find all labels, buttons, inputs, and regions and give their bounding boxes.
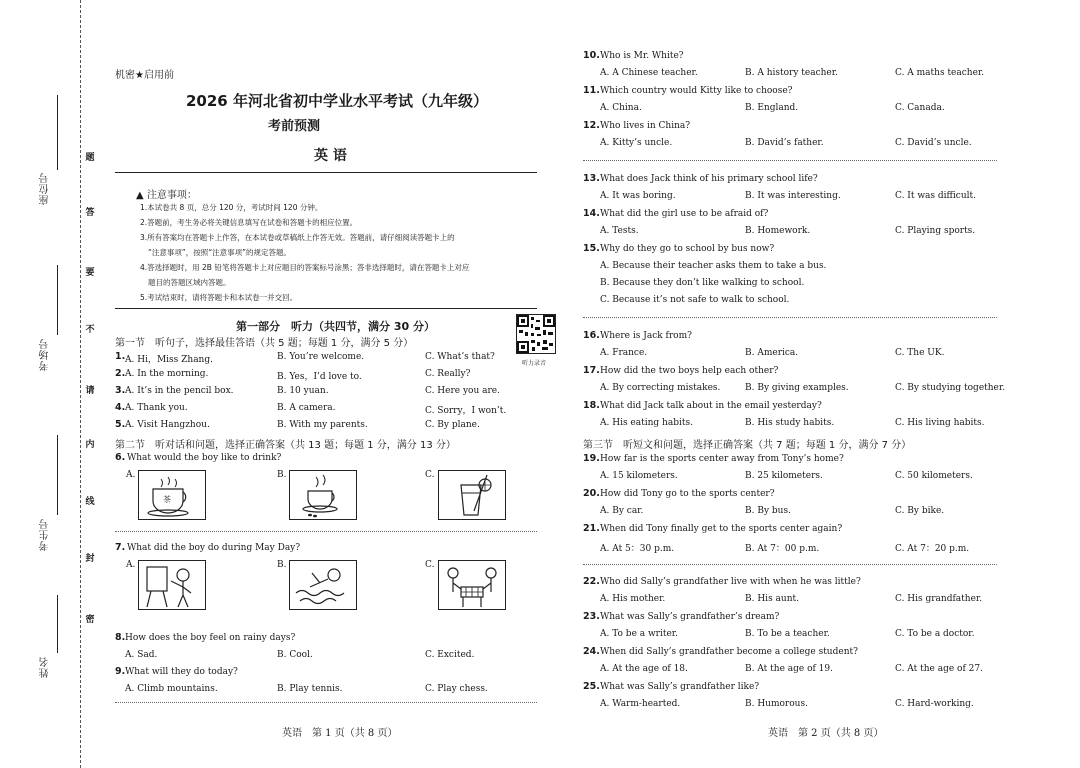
option-c: C. 50 kilometers. [895,471,973,481]
question-number: 16. [583,330,600,341]
divider [115,531,537,532]
option-b: B. By bus. [745,506,791,516]
question-number: 23. [583,611,600,622]
notice-item: 5.考试结束时，请将答题卡和本试卷一并交回。 [140,293,298,302]
coffee-cup-icon [290,471,356,519]
option-b: B. 10 yuan. [277,386,329,396]
question-number: 15. [583,243,600,254]
notice-item: “注意事项”，按照“注意事项”的规定答题。 [148,248,292,257]
question-number: 8. [115,632,126,643]
option-c: C. Excited. [425,650,475,660]
option-c: C. To be a doctor. [895,629,975,639]
easel-painting-icon [139,561,205,609]
question-text: When did Tony finally get to the sports center again? [600,524,843,534]
option-b: B. At the age of 19. [745,664,833,674]
exam-room-line [57,265,58,335]
option-c: C. Because it’s not safe to walk to school. [600,295,790,305]
option-c: C. David’s uncle. [895,138,972,148]
question-text: Why do they go to school by bus now? [600,244,775,254]
option-a: A. Visit Hangzhou. [125,420,210,430]
option-a: A. Climb mountains. [125,684,218,694]
picture-label: A. [126,560,136,570]
question-text: What did Jack talk about in the email yesterday? [600,401,822,411]
option-a: A. At the age of 18. [600,664,688,674]
option-a: A. France. [600,348,648,358]
juice-glass-icon [439,471,505,519]
question-number: 20. [583,488,600,499]
option-b: B. His aunt. [745,594,799,604]
tea-cup-icon [139,471,205,519]
question-text: Which country would Kitty like to choose? [600,86,793,96]
notice-bottom-rule [115,308,537,309]
option-b: B. England. [745,103,799,113]
option-c: C. A maths teacher. [895,68,985,78]
qr-code [516,314,556,354]
divider [583,160,997,161]
option-a: A. Thank you. [125,403,188,413]
question-text: What did the girl use to be afraid of? [600,209,769,219]
option-a: A. Sad. [125,650,158,660]
question-text: Where is Jack from? [600,331,692,341]
option-a: A. By car. [600,506,644,516]
option-a: A. At 5：30 p.m. [600,544,675,554]
divider [583,564,997,565]
tea-cup-picture [138,470,206,520]
divider [583,317,997,318]
question-number: 21. [583,523,600,534]
exam-room-label: 考场号 [40,338,51,371]
candidate-number-label: 考生号 [40,518,51,551]
option-b: B. By giving examples. [745,383,849,393]
option-a: A. Kitty’s uncle. [600,138,673,148]
option-c: C. By bike. [895,506,945,516]
section1-heading: 第一节 听句子，选择最佳答语（共 5 题；每题 1 分，满分 5 分） [115,338,414,349]
option-a: A. A Chinese teacher. [600,68,698,78]
picture-label: C. [425,470,435,480]
question-number: 19. [583,453,600,464]
option-c: C. Hard-working. [895,699,974,709]
binding-char: 题 [84,150,96,163]
option-a: A. Warm-hearted. [600,699,681,709]
chess-players-icon [439,561,505,609]
question-text: When did Sally’s grandfather become a college student? [600,647,858,657]
name-line [57,595,58,653]
option-c: C. Really? [425,369,471,379]
chess-picture [438,560,506,610]
option-c: C. By studying together. [895,383,1006,393]
question-number: 12. [583,120,600,131]
notice-top-rule [115,172,537,173]
option-c: C. His grandfather. [895,594,983,604]
page-footer-left: 英语 第 1 页（共 8 页） [282,728,398,739]
coffee-cup-picture [289,470,357,520]
binding-char: 请 [84,383,96,396]
notice-heading-text: 注意事项： [146,190,197,201]
option-a: A. China. [600,103,642,113]
option-b: B. Yes，I’d love to. [277,372,362,382]
svg-text:茶: 茶 [163,495,171,504]
option-b: B. To be a teacher. [745,629,830,639]
question-text: Who did Sally’s grandfather live with when he was little? [600,577,861,587]
question-text: How does the boy feel on rainy days? [125,633,296,643]
option-b: B. David’s father. [745,138,824,148]
notice-item: 1.本试卷共 8 页，总分 120 分，考试时间 120 分钟。 [140,203,323,212]
option-c: C. At 7：20 p.m. [895,544,970,554]
option-c: C. The UK. [895,348,945,358]
exam-title: 2026 年河北省初中学业水平考试（九年级） [186,92,488,110]
exam-subtitle: 考前预测 [268,119,321,134]
option-c: C. Play chess. [425,684,488,694]
option-b: B. It was interesting. [745,191,841,201]
option-a: A. His eating habits. [600,418,693,428]
swimmer-icon [290,561,356,609]
notice-item: 2.答题前，考生务必将关键信息填写在试卷和答题卡的相应位置。 [140,218,358,227]
question-number: 5. [115,419,126,430]
question-number: 4. [115,402,126,413]
option-c: C. At the age of 27. [895,664,983,674]
option-b: B. Homework. [745,226,811,236]
name-label: 姓名 [40,656,51,678]
notice-item: 3.所有答案均在答题卡上作答，在本试卷或草稿纸上作答无效。答题前，请仔细阅读答题卡上的 [140,233,455,242]
binding-char: 不 [84,322,96,335]
option-b: B. At 7：00 p.m. [745,544,820,554]
question-text: How far is the sports center away from Tony’s home? [600,454,844,464]
question-text: What was Sally’s grandfather like? [600,682,760,692]
question-number: 6. [115,452,126,463]
question-text: What would the boy like to drink? [127,453,282,463]
question-number: 13. [583,173,600,184]
option-a: A. 15 kilometers. [600,471,678,481]
question-number: 25. [583,681,600,692]
option-a: A. By correcting mistakes. [600,383,721,393]
question-number: 1. [115,351,126,362]
juice-glass-picture [438,470,506,520]
binding-dashed-line [80,0,81,768]
option-b: B. 25 kilometers. [745,471,823,481]
option-b: B. Play tennis. [277,684,343,694]
option-a: A. Hi，Miss Zhang. [125,355,213,365]
notice-item: 4.答选择题时，用 2B 铅笔将答题卡上对应题目的答案标号涂黑；答非选择题时，请在答题卡上对应 [140,263,470,272]
warning-icon: ▲ [136,190,144,201]
question-number: 24. [583,646,600,657]
option-a: A. In the morning. [125,369,209,379]
option-b: B. Cool. [277,650,313,660]
option-a: A. Because their teacher asks them to take a bus. [600,261,827,271]
question-number: 22. [583,576,600,587]
notice-item: 题目的答题区域内答题。 [148,278,231,287]
question-number: 3. [115,385,126,396]
painting-picture [138,560,206,610]
question-text: What did the boy do during May Day? [127,543,301,553]
question-number: 9. [115,666,126,677]
seat-number-label: 座位号 [40,172,51,205]
question-number: 11. [583,85,600,96]
binding-char: 要 [84,265,96,278]
option-b: B. His study habits. [745,418,835,428]
part1-title: 第一部分 听力（共四节，满分 30 分） [236,320,435,333]
picture-label: B. [277,560,287,570]
page-footer-right: 英语 第 2 页（共 8 页） [768,728,884,739]
option-b: B. Because they don’t like walking to school. [600,278,805,288]
question-number: 14. [583,208,600,219]
question-number: 2. [115,368,126,379]
option-c: C. By plane. [425,420,480,430]
binding-char: 封 [84,551,96,564]
option-a: A. It’s in the pencil box. [125,386,234,396]
qr-caption: 听力录音 [522,360,547,367]
candidate-number-line [57,435,58,515]
option-c: C. Playing sports. [895,226,976,236]
section3-heading: 第三节 听短文和问题，选择正确答案（共 7 题；每题 1 分，满分 7 分） [583,440,912,451]
option-b: B. Humorous. [745,699,808,709]
question-text: What will they do today? [125,667,238,677]
seat-number-line [57,95,58,170]
binding-char: 答 [84,205,96,218]
confidential-mark: 机密★启用前 [115,70,174,81]
picture-label: B. [277,470,287,480]
question-number: 18. [583,400,600,411]
notice-heading [136,186,197,201]
option-c: C. Sorry，I won’t. [425,406,507,416]
option-b: B. With my parents. [277,420,368,430]
question-number: 10. [583,50,600,61]
question-number: 17. [583,365,600,376]
option-a: A. Tests. [600,226,639,236]
option-a: A. To be a writer. [600,629,678,639]
option-a: A. His mother. [600,594,666,604]
option-a: A. It was boring. [600,191,676,201]
option-b: B. A camera. [277,403,336,413]
question-number: 7. [115,542,126,553]
divider [115,702,537,703]
picture-label: C. [425,560,435,570]
question-text: Who lives in China? [600,121,691,131]
option-c: C. His living habits. [895,418,985,428]
question-text: How did the two boys help each other? [600,366,779,376]
question-text: How did Tony go to the sports center? [600,489,775,499]
swimming-picture [289,560,357,610]
binding-char: 内 [84,437,96,450]
question-text: What was Sally’s grandfather’s dream? [600,612,780,622]
question-text: Who is Mr. White? [600,51,684,61]
option-c: C. Canada. [895,103,945,113]
option-c: C. What’s that? [425,352,495,362]
option-c: C. It was difficult. [895,191,976,201]
option-b: B. You’re welcome. [277,352,365,362]
option-b: B. A history teacher. [745,68,838,78]
binding-char: 密 [84,612,96,625]
binding-char: 线 [84,494,96,507]
section2-heading: 第二节 听对话和问题，选择正确答案（共 13 题；每题 1 分，满分 13 分） [115,440,456,451]
option-c: C. Here you are. [425,386,500,396]
question-text: What does Jack think of his primary school life? [600,174,818,184]
qr-code-pattern [517,315,555,353]
option-b: B. America. [745,348,799,358]
picture-label: A. [126,470,136,480]
subject-title: 英 语 [314,148,347,164]
